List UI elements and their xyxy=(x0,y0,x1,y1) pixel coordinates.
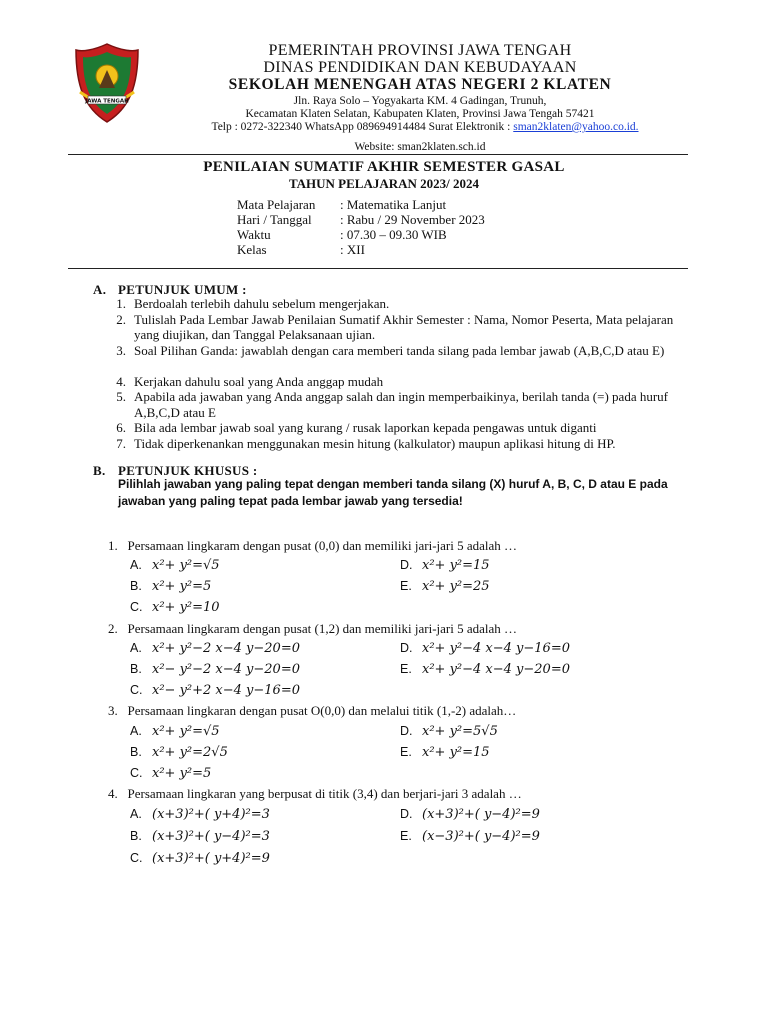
info-divider xyxy=(68,268,688,269)
section-b-heading: PETUNJUK KHUSUS : xyxy=(118,463,258,478)
question-number: 3. xyxy=(108,703,118,718)
list-item xyxy=(112,436,692,467)
list-item xyxy=(112,343,692,374)
option-label: D. xyxy=(400,807,413,821)
option-d[interactable] xyxy=(400,557,490,573)
info-label: Hari / Tanggal xyxy=(237,212,312,227)
option-c[interactable] xyxy=(130,765,211,781)
question-number: 1. xyxy=(108,538,118,553)
option-c[interactable] xyxy=(130,850,270,866)
option-label: B. xyxy=(130,579,142,593)
option-label: D. xyxy=(400,641,413,655)
option-e[interactable] xyxy=(400,661,570,677)
option-a[interactable] xyxy=(130,640,300,656)
question-text: Persamaan lingkaram dengan pusat (1,2) dan memiliki jari-jari 5 adalah … xyxy=(127,621,518,636)
item-text: Apabila ada jawaban yang Anda anggap salah dan ingin memperbaikinya, berilah tanda (=) pada huruf A,B,C,D atau E xyxy=(134,389,668,420)
option-e[interactable] xyxy=(400,828,540,844)
exam-info xyxy=(237,197,485,257)
option-d[interactable] xyxy=(400,723,498,739)
svg-text:JAWA TENGAH: JAWA TENGAH xyxy=(85,98,129,105)
question-number: 4. xyxy=(108,786,118,801)
item-number: 6. xyxy=(116,420,126,435)
option-label: C. xyxy=(130,766,143,780)
address-line1: Jln. Raya Solo – Yogyakarta KM. 4 Gadingan, Trunuh, xyxy=(293,95,547,107)
option-label: E. xyxy=(400,579,412,593)
option-label: A. xyxy=(130,724,142,738)
info-row xyxy=(237,197,485,212)
item-text: Berdoalah terlebih dahulu sebelum mengerjakan. xyxy=(134,296,390,311)
info-row xyxy=(237,227,485,242)
list-item xyxy=(112,420,692,436)
option-b[interactable] xyxy=(130,828,270,844)
option-equation: x²+ y²=5 xyxy=(152,766,212,781)
info-value: : 07.30 – 09.30 WIB xyxy=(340,227,447,242)
exam-title: PENILAIAN SUMATIF AKHIR SEMESTER GASAL xyxy=(203,159,565,175)
item-number: 1. xyxy=(116,296,126,311)
option-label: E. xyxy=(400,829,412,843)
contact-line xyxy=(160,121,690,133)
option-d[interactable] xyxy=(400,806,540,822)
option-c[interactable] xyxy=(130,682,300,698)
option-equation: (x+3)²+( y−4)²=9 xyxy=(422,807,540,822)
item-text: Tidak diperkenankan menggunakan mesin hitung (kalkulator) maupun aplikasi hitung di HP. xyxy=(134,435,616,451)
question-4 xyxy=(108,786,522,802)
list-item xyxy=(112,374,692,390)
info-value: : Rabu / 29 November 2023 xyxy=(340,212,485,227)
list-item xyxy=(112,389,692,420)
option-equation: (x−3)²+( y−4)²=9 xyxy=(422,829,540,844)
option-e[interactable] xyxy=(400,744,490,760)
list-item xyxy=(112,296,692,312)
option-label: B. xyxy=(130,662,142,676)
option-equation: x²+ y²=5 xyxy=(152,579,212,594)
option-label: D. xyxy=(400,558,413,572)
option-label: B. xyxy=(130,829,142,843)
specific-instruction: Pilihlah jawaban yang paling tepat dengan memberi tanda silang (X) huruf A, B, C, D atau E pada jawaban yang paling tepat pada lembar jawab yang tersedia! xyxy=(118,477,668,508)
info-label: Mata Pelajaran xyxy=(237,197,316,212)
option-equation: x²+ y²=15 xyxy=(422,558,490,573)
option-e[interactable] xyxy=(400,578,490,594)
option-equation: x²+ y²−2 x−4 y−20=0 xyxy=(152,641,300,656)
header-divider xyxy=(68,154,688,155)
jawa-tengah-logo xyxy=(70,40,144,126)
question-2 xyxy=(108,621,517,637)
option-b[interactable] xyxy=(130,661,300,677)
option-label: B. xyxy=(130,745,142,759)
website: Website: sman2klaten.sch.id xyxy=(354,141,486,153)
section-a-heading: PETUNJUK UMUM : xyxy=(118,282,247,297)
item-text: Bila ada lembar jawab soal yang kurang / rusak laporkan kepada pengawas untuk diganti xyxy=(134,420,597,435)
item-number: 3. xyxy=(116,342,126,358)
email-link[interactable]: sman2klaten@yahoo.co.id. xyxy=(513,121,639,133)
question-3 xyxy=(108,703,516,719)
info-value: : XII xyxy=(340,242,365,257)
option-label: E. xyxy=(400,662,412,676)
item-number: 2. xyxy=(116,311,126,327)
option-equation: x²+ y²=√5 xyxy=(152,558,220,573)
option-c[interactable] xyxy=(130,599,220,615)
option-equation: x²+ y²−4 x−4 y−20=0 xyxy=(422,662,570,677)
question-text: Persamaan lingkaram dengan pusat (0,0) dan memiliki jari-jari 5 adalah … xyxy=(127,538,518,553)
question-text: Persamaan lingkaran dengan pusat O(0,0) dan melalui titik (1,-2) adalah… xyxy=(127,703,517,718)
option-label: A. xyxy=(130,641,142,655)
header-line1: PEMERINTAH PROVINSI JAWA TENGAH xyxy=(268,42,572,59)
option-label: E. xyxy=(400,745,412,759)
option-a[interactable] xyxy=(130,557,220,573)
info-row xyxy=(237,242,485,257)
option-b[interactable] xyxy=(130,744,228,760)
list-item xyxy=(112,312,692,343)
option-label: C. xyxy=(130,683,143,697)
option-label: C. xyxy=(130,851,143,865)
option-a[interactable] xyxy=(130,723,220,739)
item-number: 5. xyxy=(116,389,126,404)
item-text: Soal Pilihan Ganda: jawablah dengan cara memberi tanda silang pada lembar jawab (A,B,C,D atau E) xyxy=(134,342,665,358)
option-equation: x²+ y²=√5 xyxy=(152,724,220,739)
option-label: C. xyxy=(130,600,143,614)
section-a-label: A. xyxy=(93,282,107,297)
option-equation: x²+ y²=2√5 xyxy=(152,745,228,760)
option-a[interactable] xyxy=(130,806,270,822)
header-line2: DINAS PENDIDIKAN DAN KEBUDAYAAN xyxy=(263,59,577,76)
option-equation: x²+ y²=15 xyxy=(422,745,490,760)
general-instructions xyxy=(112,296,692,467)
school-name: SEKOLAH MENENGAH ATAS NEGERI 2 KLATEN xyxy=(228,76,612,93)
option-equation: x²− y²+2 x−4 y−16=0 xyxy=(152,683,300,698)
question-1 xyxy=(108,538,517,554)
option-equation: (x+3)²+( y+4)²=3 xyxy=(152,807,270,822)
item-number: 4. xyxy=(116,373,126,389)
section-b-label: B. xyxy=(93,463,106,478)
address-line2: Kecamatan Klaten Selatan, Kabupaten Klaten, Provinsi Jawa Tengah 57421 xyxy=(245,108,595,120)
option-d[interactable] xyxy=(400,640,570,656)
item-text: Kerjakan dahulu soal yang Anda anggap mudah xyxy=(134,373,384,389)
option-label: D. xyxy=(400,724,413,738)
info-row xyxy=(237,212,485,227)
contact-text: Telp : 0272-322340 WhatsApp 089694914484 Surat Elektronik : xyxy=(211,121,514,133)
info-label: Kelas xyxy=(237,242,267,257)
option-equation: x²+ y²=10 xyxy=(152,600,220,615)
option-equation: x²− y²−2 x−4 y−20=0 xyxy=(152,662,300,677)
info-label: Waktu xyxy=(237,227,271,242)
option-equation: x²+ y²−4 x−4 y−16=0 xyxy=(422,641,570,656)
option-equation: x²+ y²=25 xyxy=(422,579,490,594)
item-number: 7. xyxy=(116,435,126,451)
info-value: : Matematika Lanjut xyxy=(340,197,447,212)
question-text: Persamaan lingkaran yang berpusat di titik (3,4) dan berjari-jari 3 adalah … xyxy=(127,786,522,801)
item-text: Tulislah Pada Lembar Jawab Penilaian Sumatif Akhir Semester : Nama, Nomor Peserta, Mata pelajaran yang diujikan, dan Tanggal Pelaksanaan ujian. xyxy=(134,311,674,342)
option-b[interactable] xyxy=(130,578,211,594)
option-equation: (x+3)²+( y+4)²=9 xyxy=(152,851,270,866)
exam-subtitle: TAHUN PELAJARAN 2023/ 2024 xyxy=(288,176,480,191)
option-label: A. xyxy=(130,807,142,821)
option-label: A. xyxy=(130,558,142,572)
option-equation: x²+ y²=5√5 xyxy=(422,724,498,739)
option-equation: (x+3)²+( y−4)²=3 xyxy=(152,829,270,844)
question-number: 2. xyxy=(108,621,118,636)
